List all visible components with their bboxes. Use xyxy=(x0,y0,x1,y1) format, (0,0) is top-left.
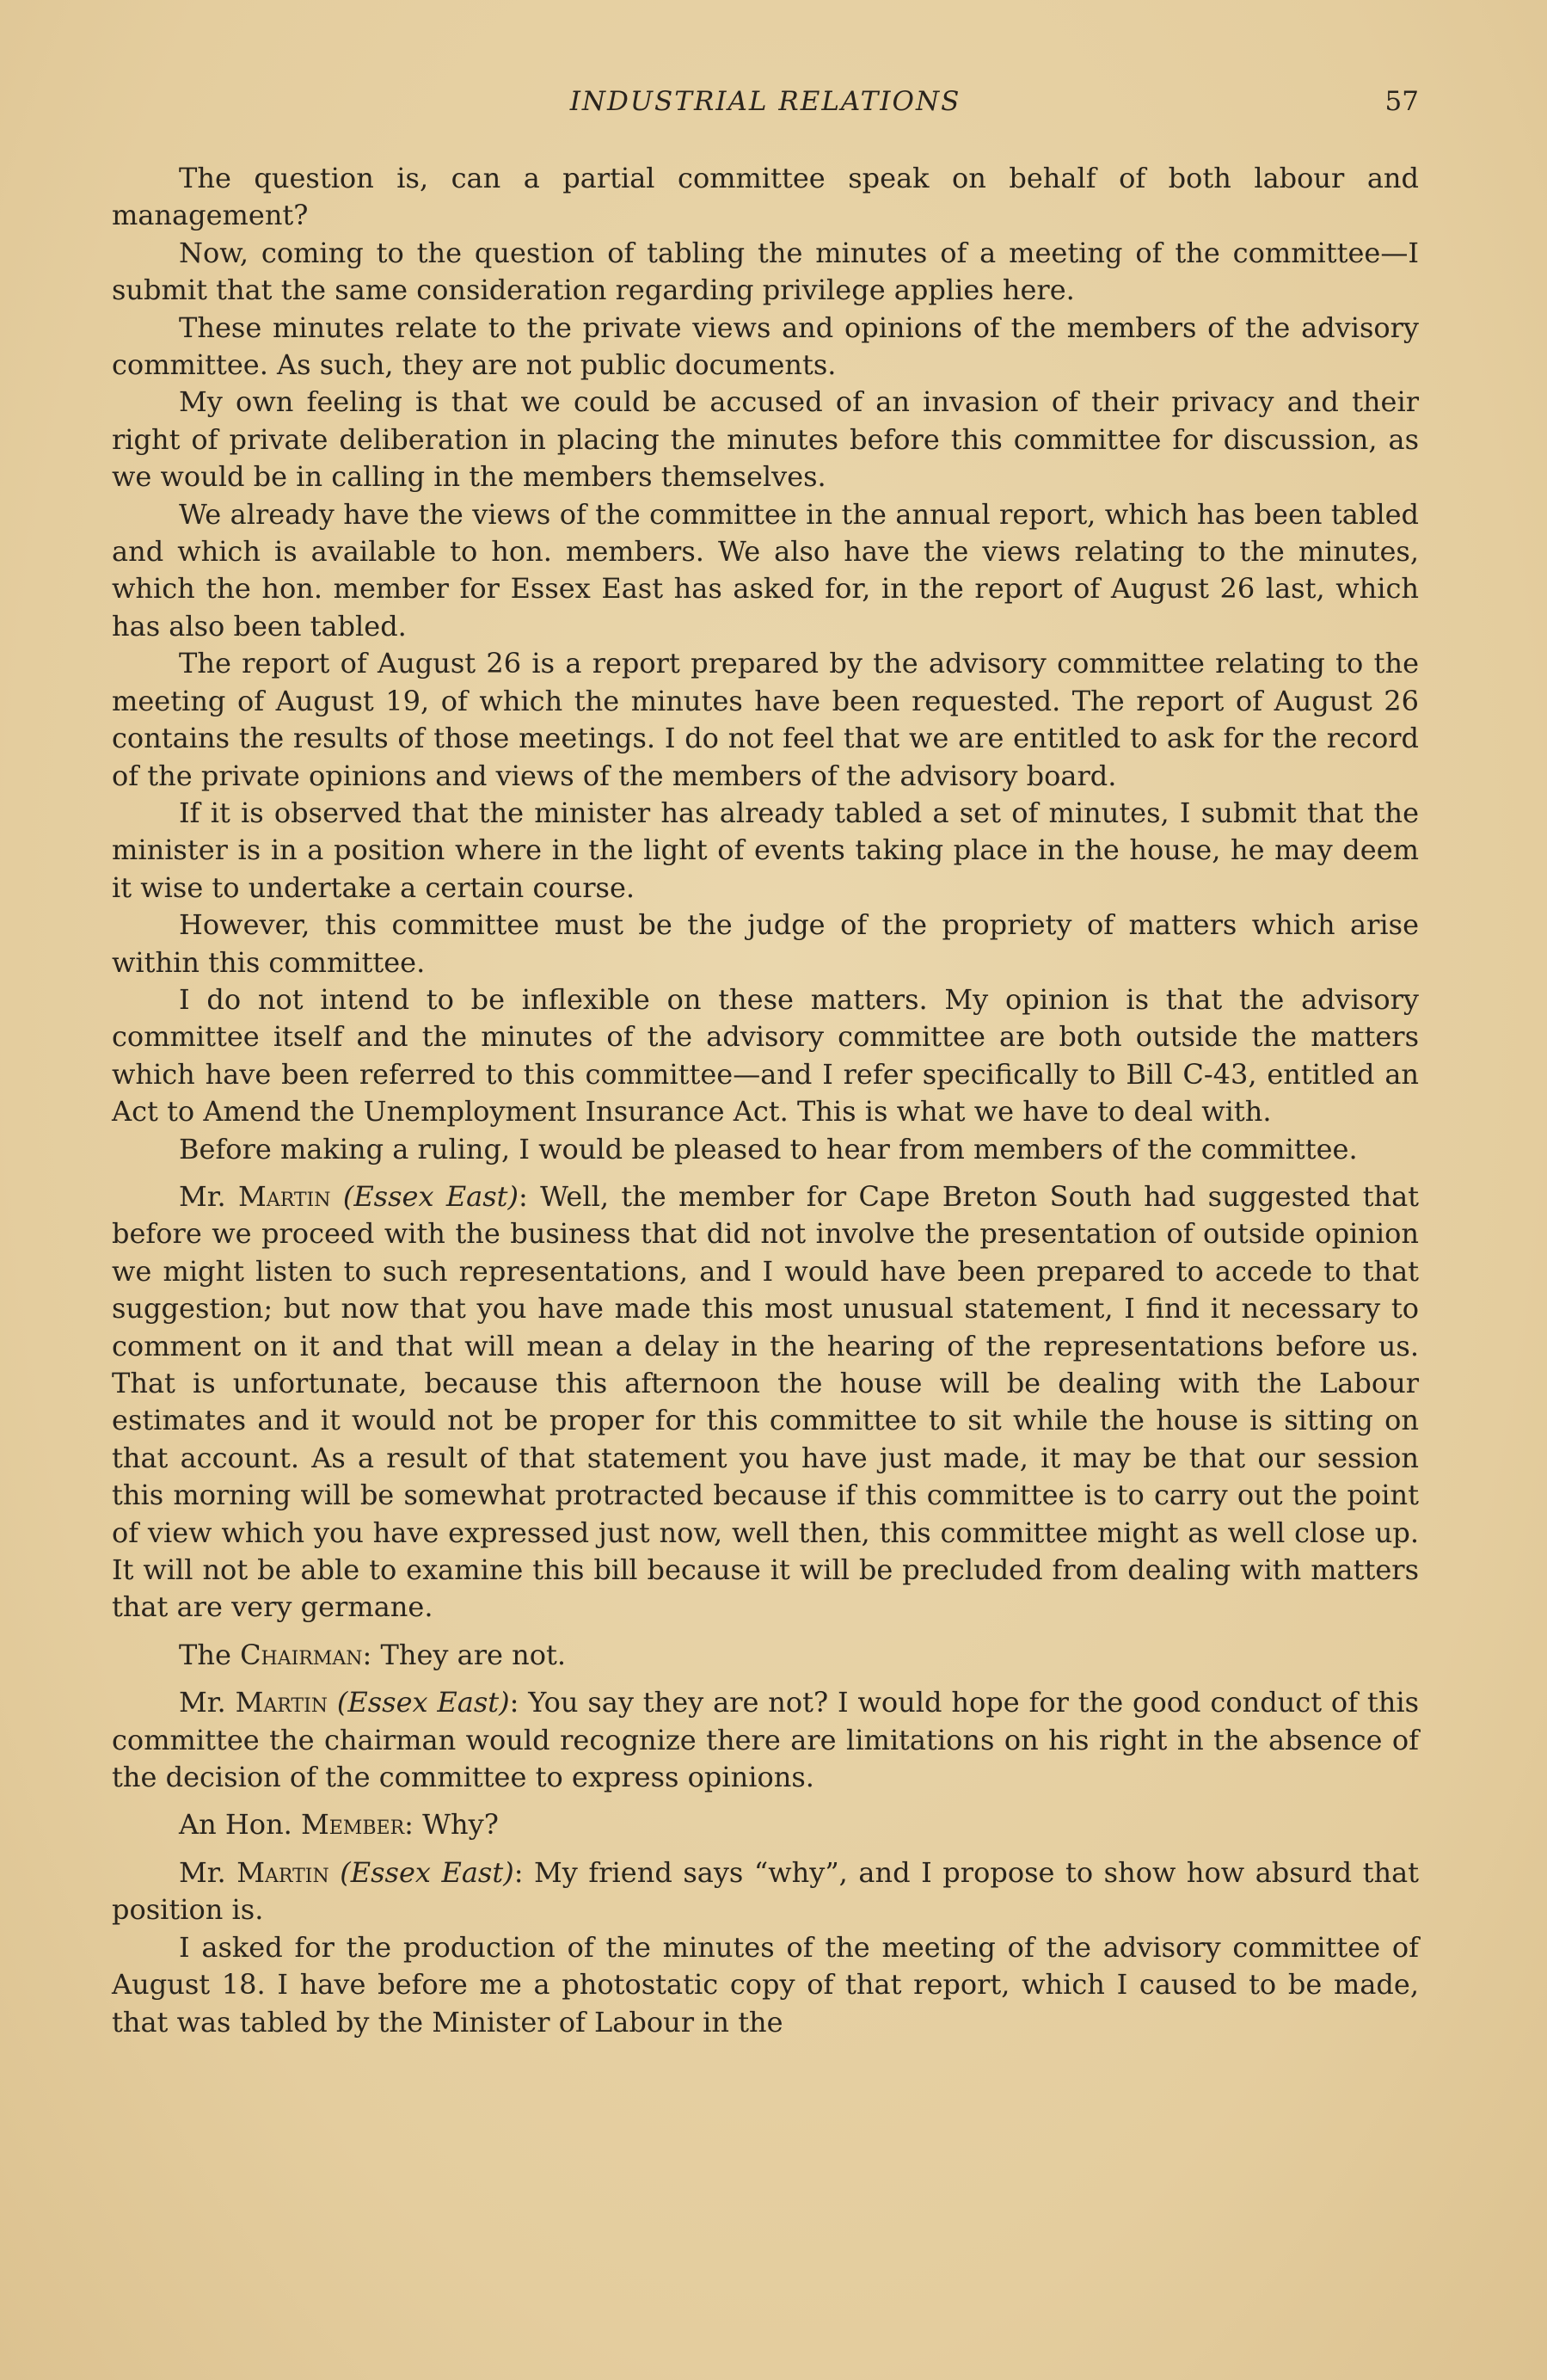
speaker-colon: : xyxy=(519,1179,541,1213)
speaker-name: Member xyxy=(301,1808,405,1842)
speech-text: Well, the member for Cape Breton South had suggested that before we proceed with the business that did not involve the presentation of outside opinion we might listen to such representations, and I would have been prepared to accede to that suggestion; but now that you have made this most unusual statement, I find it necessary to comment on it and that will mean a delay in the hearing of the representations before us. That is unfortunate, because this afternoon the house will be dealing with the Labour estimates and it would not be proper for this committee to sit while the house is sitting on that account. As a result of that statement you have just made, it may be that our session this morning will be somewhat protracted because if this committee is to carry out the point of view which you have expressed just now, well then, this committee might as well close up. It will not be able to examine this bill because it will be precluded from dealing with matters that are very germane. xyxy=(112,1179,1420,1624)
speech-text: You say they are not? I would hope for the good conduct of this committee the chairman would recognize there are limitations on his right in the absence of the decision of the committee to express opinions. xyxy=(112,1686,1420,1794)
speaker-prefix: An Hon. xyxy=(179,1808,302,1842)
speaker-riding: (Essex East) xyxy=(340,1855,514,1889)
speaker-name: Martin xyxy=(238,1179,331,1213)
speaker-riding: (Essex East) xyxy=(342,1179,519,1213)
speaker-colon: : xyxy=(513,1855,535,1889)
paragraph: If it is observed that the minister has already tabled a set of minutes, I submit that the minister is in a position where in the light of events taking place in the house, he may deem it wise to undertake a certain course. xyxy=(112,796,1419,904)
speech-martin-3 xyxy=(112,1854,1419,1929)
speech-text: Why? xyxy=(422,1808,499,1842)
speaker-name: Martin xyxy=(236,1855,329,1889)
speaker-prefix: Mr. xyxy=(179,1855,237,1889)
paragraph: We already have the views of the committee in the annual report, which has been tabled and which is available to hon. members. We also have the views relating to the minutes, which the hon. member for Essex East has asked for, in the report of August 26 last, which has also been tabled. xyxy=(112,497,1419,643)
paragraph: These minutes relate to the private views and opinions of the members of the advisory committee. As such, they are not public documents. xyxy=(112,311,1419,382)
paragraph: Before making a ruling, I would be pleased to hear from members of the committee. xyxy=(179,1132,1358,1165)
speech-martin-1 xyxy=(112,1178,1419,1627)
page-number: 57 xyxy=(1384,86,1419,117)
speech-text: My friend says “why”, and I propose to show how absurd that position is. xyxy=(112,1855,1420,1927)
speech-martin-2 xyxy=(112,1684,1419,1796)
speaker-name: Chairman xyxy=(240,1638,363,1671)
speaker-colon: : xyxy=(404,1808,423,1842)
paragraph: I do not intend to be inflexible on these matters. My opinion is that the advisory committee itself and the minutes of the advisory committee are both outside the matters which have been referred to this committee—and I refer specifically to Bill C-43, entitled an Act to Amend the Unemployment Insurance Act. This is what we have to deal with. xyxy=(112,982,1419,1129)
closing-paragraph: I asked for the production of the minutes of the meeting of the advisory committee of August 18. I have before me a photostatic copy of that report, which I caused to be made, that was tabled by the Minister of Labour in the xyxy=(112,1930,1419,2039)
speaker-colon: : xyxy=(509,1686,529,1719)
paragraph: The report of August 26 is a report prepared by the advisory committee relating to the meeting of August 19, of which the minutes have been requested. The report of August 26 contains the results of those meetings. I do not feel that we are entitled to ask for the record of the private opinions and views of the members of the advisory board. xyxy=(112,647,1419,792)
speech-chairman xyxy=(112,1637,1419,1674)
paragraph: The question is, can a partial committee speak on behalf of both labour and management? xyxy=(112,162,1419,232)
page-header xyxy=(112,86,1419,129)
speaker-prefix: Mr. xyxy=(179,1179,239,1213)
speaker-riding: (Essex East) xyxy=(336,1686,510,1719)
speech-hon-member xyxy=(112,1806,1419,1843)
speech-text: They are not. xyxy=(380,1638,567,1671)
paragraph: Now, coming to the question of tabling the minutes of a meeting of the committee—I submit that the same consideration regarding privilege applies here. xyxy=(112,236,1419,307)
speaker-prefix: Mr. xyxy=(179,1686,236,1719)
speaker-colon: : xyxy=(362,1638,381,1671)
paragraph: My own feeling is that we could be accused of an invasion of their privacy and their right of private deliberation in placing the minutes before this committee for discussion, as we would be in calling in the members themselves. xyxy=(112,385,1419,494)
page-body xyxy=(112,160,1419,2041)
speaker-prefix: The xyxy=(179,1638,241,1671)
speaker-name: Martin xyxy=(235,1686,328,1719)
running-title: INDUSTRIAL RELATIONS xyxy=(569,86,961,117)
paragraph: However, this committee must be the judge of the propriety of matters which arise within this committee. xyxy=(112,908,1419,979)
